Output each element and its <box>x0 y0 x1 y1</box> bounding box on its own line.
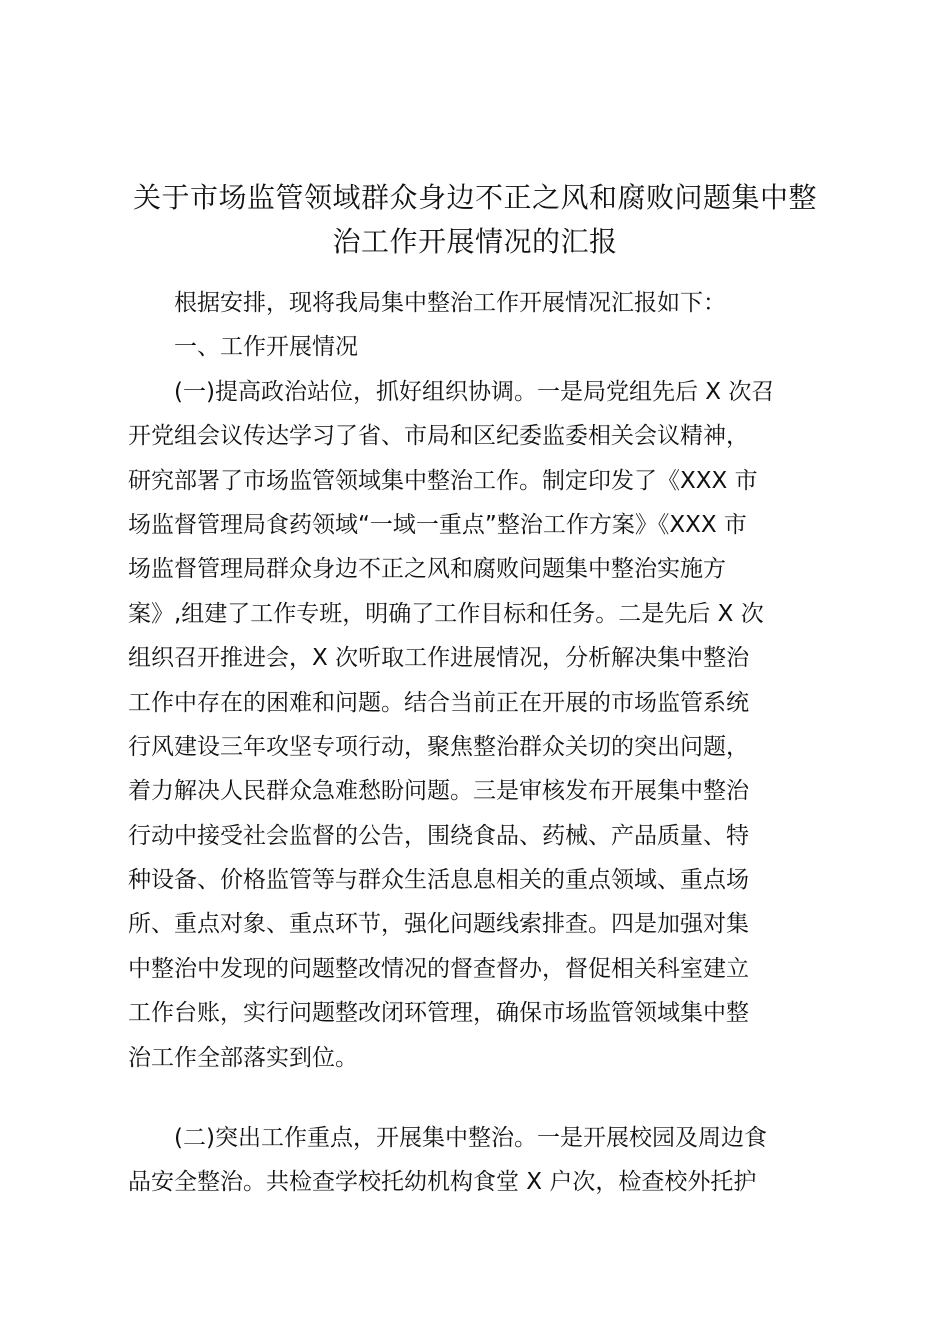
paragraph-1-line: 案》,组建了工作专班，明确了工作目标和任务。二是先后 X 次 <box>128 600 764 627</box>
paragraph-1-line: 场监督管理局群众身边不正之风和腐败问题集中整治实施方 <box>128 556 726 583</box>
paragraph-1-line: 组织召开推进会，X 次听取工作进展情况，分析解决集中整治 <box>128 645 750 672</box>
paragraph-2-line: 品安全整治。共检查学校托幼机构食堂 X 户次，检查校外托护 <box>128 1169 757 1196</box>
title-line-2: 治工作开展情况的汇报 <box>332 225 618 258</box>
paragraph-1-line: 开党组会议传达学习了省、市局和区纪委监委相关会议精神， <box>128 423 749 450</box>
paragraph-1-line: 治工作全部落实到位。 <box>128 1044 358 1071</box>
paragraph-2-line: (二)突出工作重点，开展集中整治。一是开展校园及周边食 <box>174 1125 767 1152</box>
paragraph-1-line: 中整治中发现的问题整改情况的督查督办，督促相关科室建立 <box>128 955 749 982</box>
paragraph-1-line: 行动中接受社会监督的公告，围绕食品、药械、产品质量、特 <box>128 822 749 849</box>
document-body <box>128 281 820 1205</box>
title-line-1: 关于市场监管领域群众身边不正之风和腐败问题集中整 <box>132 181 817 214</box>
paragraph-1-line: (一)提高政治站位，抓好组织协调。一是局党组先后 X 次召 <box>174 378 775 405</box>
paragraph-1-line: 场监督管理局食药领域“一域一重点”整治工作方案》《XXX 市 <box>128 511 747 538</box>
paragraph-1-line: 所、重点对象、重点环节，强化问题线索排查。四是加强对集 <box>128 911 749 938</box>
paragraph-1-line: 工作中存在的困难和问题。结合当前正在开展的市场监管系统 <box>128 689 749 716</box>
paragraph-1-line: 工作台账，实行问题整改闭环管理，确保市场监管领域集中整 <box>128 1000 749 1027</box>
paragraph-1-line: 研究部署了市场监管领域集中整治工作。制定印发了《XXX 市 <box>128 467 758 494</box>
paragraph-1-line: 着力解决人民群众急难愁盼问题。三是审核发布开展集中整治 <box>128 778 749 805</box>
paragraph-2 <box>128 1116 820 1205</box>
paragraph-1-line: 种设备、价格监管等与群众生活息息相关的重点领域、重点场 <box>128 867 749 894</box>
intro-paragraph: 根据安排，现将我局集中整治工作开展情况汇报如下： <box>174 290 726 316</box>
paragraph-spacer <box>128 1080 820 1116</box>
paragraph-1 <box>128 370 820 1080</box>
document-title <box>120 176 830 264</box>
paragraph-1-line: 行风建设三年攻坚专项行动，聚焦整治群众关切的突出问题， <box>128 733 749 760</box>
section-heading-1: 一、工作开展情况 <box>174 334 358 361</box>
